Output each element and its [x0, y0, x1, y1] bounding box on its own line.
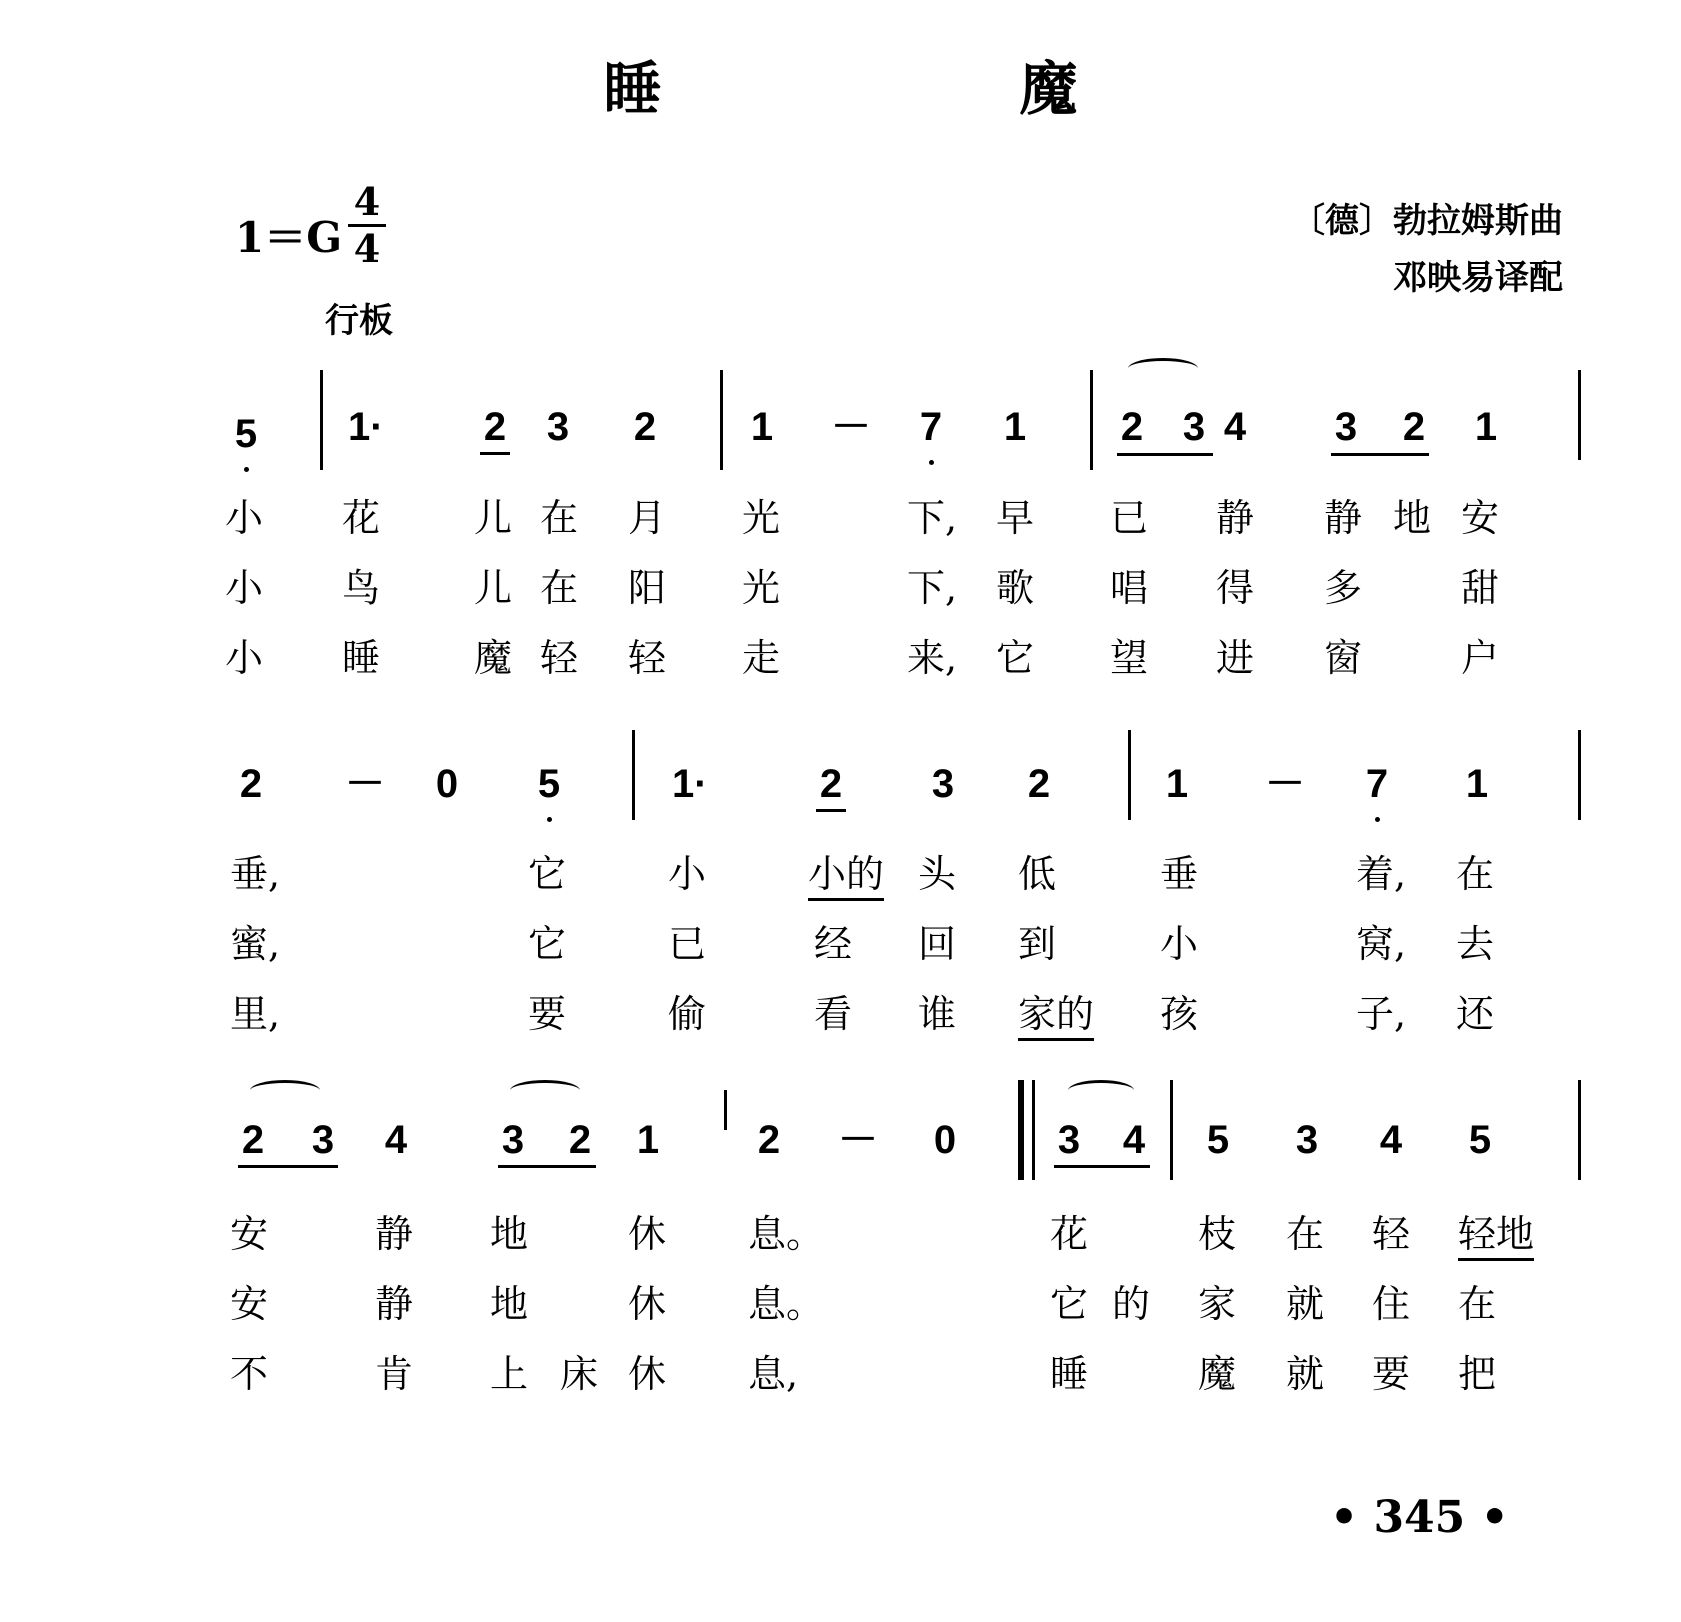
- lyric: 垂,: [230, 852, 281, 896]
- lyric: 在: [540, 496, 579, 540]
- lyric: 子,: [1356, 992, 1407, 1036]
- note: 2: [1027, 762, 1051, 806]
- note: 1: [1165, 762, 1189, 806]
- lyric: 歌: [996, 566, 1035, 610]
- lyric: 它: [1050, 1282, 1089, 1326]
- note: 5: [532, 762, 566, 806]
- lyric: 魔: [474, 636, 513, 680]
- lyric: 看: [814, 992, 853, 1036]
- lyric: 小: [668, 852, 707, 896]
- lyric: 经: [814, 922, 853, 966]
- song-title: 睡 魔: [603, 55, 1228, 123]
- lyric: 轻: [540, 636, 579, 680]
- lyric: 安: [1461, 496, 1500, 540]
- lyric: 在: [540, 566, 579, 610]
- note: 3: [311, 1118, 335, 1162]
- lyric: 小的: [808, 852, 884, 901]
- lyric: 静: [1324, 496, 1363, 540]
- lyric: 去: [1456, 922, 1495, 966]
- note: 1·: [672, 762, 708, 806]
- lyric: 已: [668, 922, 707, 966]
- note: 2: [1402, 405, 1426, 449]
- lyric: 户: [1461, 636, 1500, 680]
- lyric: 安: [230, 1212, 269, 1256]
- note: 1: [636, 1118, 660, 1162]
- lyric: 地: [1393, 496, 1432, 540]
- lyric: 下,: [907, 496, 958, 540]
- lyric: 小: [1160, 922, 1199, 966]
- lyric: 在: [1456, 852, 1495, 896]
- lyric: 睡: [1050, 1352, 1089, 1396]
- lyric: 还: [1456, 992, 1495, 1036]
- lyric: 走: [742, 636, 781, 680]
- lyric: 它: [528, 852, 567, 896]
- composer-credit: 〔德〕勃拉姆斯曲: [1291, 201, 1563, 241]
- time-signature-top: 4: [353, 179, 381, 224]
- lyric: 谁: [918, 992, 957, 1036]
- lyric: 地: [490, 1212, 529, 1256]
- lyric: 休: [628, 1282, 667, 1326]
- lyric: 在: [1458, 1282, 1497, 1326]
- lyric: 家的: [1018, 992, 1094, 1041]
- lyric: 窗: [1324, 636, 1363, 680]
- note: 2: [1120, 405, 1144, 449]
- lyric: 静: [375, 1282, 414, 1326]
- note: 2: [568, 1118, 592, 1162]
- lyric: 着,: [1356, 852, 1407, 896]
- key-signature: 1＝G: [235, 213, 343, 262]
- note: 5: [1468, 1118, 1492, 1162]
- lyric: 轻: [1372, 1212, 1411, 1256]
- note: 2: [633, 405, 657, 449]
- note: 1: [750, 405, 774, 449]
- lyric: 息。: [748, 1282, 825, 1326]
- lyric: 阳: [628, 566, 667, 610]
- note: 4: [1379, 1118, 1403, 1162]
- lyric: 肯: [375, 1352, 414, 1396]
- tempo-marking: 行板: [325, 301, 393, 341]
- lyric: 儿: [474, 566, 513, 610]
- lyric: 它: [528, 922, 567, 966]
- note: 3: [1295, 1118, 1319, 1162]
- lyric: 就: [1286, 1282, 1325, 1326]
- lyric: 早: [996, 496, 1035, 540]
- lyric: 甜: [1461, 566, 1500, 610]
- note: －: [1265, 762, 1305, 806]
- note: 4: [384, 1118, 408, 1162]
- note: 3: [931, 762, 955, 806]
- lyric: 枝: [1198, 1212, 1237, 1256]
- note: 3: [1057, 1118, 1081, 1162]
- lyric: 儿: [474, 496, 513, 540]
- note: 2: [239, 762, 263, 806]
- note: 1: [1003, 405, 1027, 449]
- note: 5: [229, 412, 263, 456]
- arranger-credit: 邓映易译配: [1393, 258, 1563, 298]
- lyric: 地: [490, 1282, 529, 1326]
- note: 2: [757, 1118, 781, 1162]
- lyric: 得: [1216, 566, 1255, 610]
- note: 0: [435, 762, 459, 806]
- lyric: 月: [628, 496, 667, 540]
- lyric: 静: [1216, 496, 1255, 540]
- note: 1: [1474, 405, 1498, 449]
- lyric: 窝,: [1356, 922, 1407, 966]
- note: －: [831, 405, 871, 449]
- lyric: 不: [230, 1352, 269, 1396]
- lyric: 把: [1458, 1352, 1497, 1396]
- lyric: 花: [1050, 1212, 1089, 1256]
- lyric: 静: [375, 1212, 414, 1256]
- note: 7: [914, 405, 948, 449]
- lyric: 蜜,: [230, 922, 281, 966]
- lyric: 头: [918, 852, 957, 896]
- lyric: 魔: [1198, 1352, 1237, 1396]
- note: 3: [546, 405, 570, 449]
- lyric: 已: [1110, 496, 1149, 540]
- lyric: 下,: [907, 566, 958, 610]
- note: 1·: [348, 405, 384, 449]
- lyric: 睡: [342, 636, 381, 680]
- lyric: 要: [1372, 1352, 1411, 1396]
- note: －: [345, 762, 385, 806]
- lyric: 来,: [907, 636, 958, 680]
- lyric: 小: [225, 566, 264, 610]
- lyric: 到: [1018, 922, 1057, 966]
- lyric: 多: [1324, 566, 1363, 610]
- note: 5: [1206, 1118, 1230, 1162]
- lyric: 轻: [628, 636, 667, 680]
- lyric: 息,: [748, 1352, 799, 1396]
- time-signature: [352, 180, 382, 271]
- lyric: 孩: [1160, 992, 1199, 1036]
- note: 7: [1360, 762, 1394, 806]
- note: 2: [478, 405, 512, 449]
- lyric: 它: [996, 636, 1035, 680]
- lyric: 鸟: [342, 566, 381, 610]
- lyric: 轻地: [1458, 1212, 1534, 1261]
- lyric: 低: [1018, 852, 1057, 896]
- lyric: 进: [1216, 636, 1255, 680]
- lyric: 里,: [230, 992, 281, 1036]
- lyric: 小: [225, 496, 264, 540]
- note: 4: [1122, 1118, 1146, 1162]
- note: 2: [814, 762, 848, 806]
- lyric: 花: [342, 496, 381, 540]
- lyric: 就: [1286, 1352, 1325, 1396]
- lyric: 垂: [1160, 852, 1199, 896]
- lyric: 望: [1110, 636, 1149, 680]
- lyric: 光: [742, 566, 781, 610]
- lyric: 床: [560, 1352, 599, 1396]
- time-signature-bottom: 4: [353, 226, 381, 271]
- page-number: • 345 •: [1330, 1492, 1509, 1543]
- lyric: 住: [1372, 1282, 1411, 1326]
- lyric: 要: [528, 992, 567, 1036]
- note: 3: [501, 1118, 525, 1162]
- note: 1: [1465, 762, 1489, 806]
- note: 2: [241, 1118, 265, 1162]
- lyric: 上: [490, 1352, 529, 1396]
- lyric: 息。: [748, 1212, 825, 1256]
- note: 3: [1334, 405, 1358, 449]
- lyric: 光: [742, 496, 781, 540]
- lyric: 安: [230, 1282, 269, 1326]
- lyric: 家: [1198, 1282, 1237, 1326]
- note: －: [838, 1118, 878, 1162]
- lyric: 小: [225, 636, 264, 680]
- lyric: 回: [918, 922, 957, 966]
- lyric: 休: [628, 1212, 667, 1256]
- note: 4: [1223, 405, 1247, 449]
- lyric: 偷: [668, 992, 707, 1036]
- lyric: 的: [1112, 1282, 1151, 1326]
- note: 3: [1182, 405, 1206, 449]
- lyric: 休: [628, 1352, 667, 1396]
- note: 0: [933, 1118, 957, 1162]
- lyric: 在: [1286, 1212, 1325, 1256]
- lyric: 唱: [1110, 566, 1149, 610]
